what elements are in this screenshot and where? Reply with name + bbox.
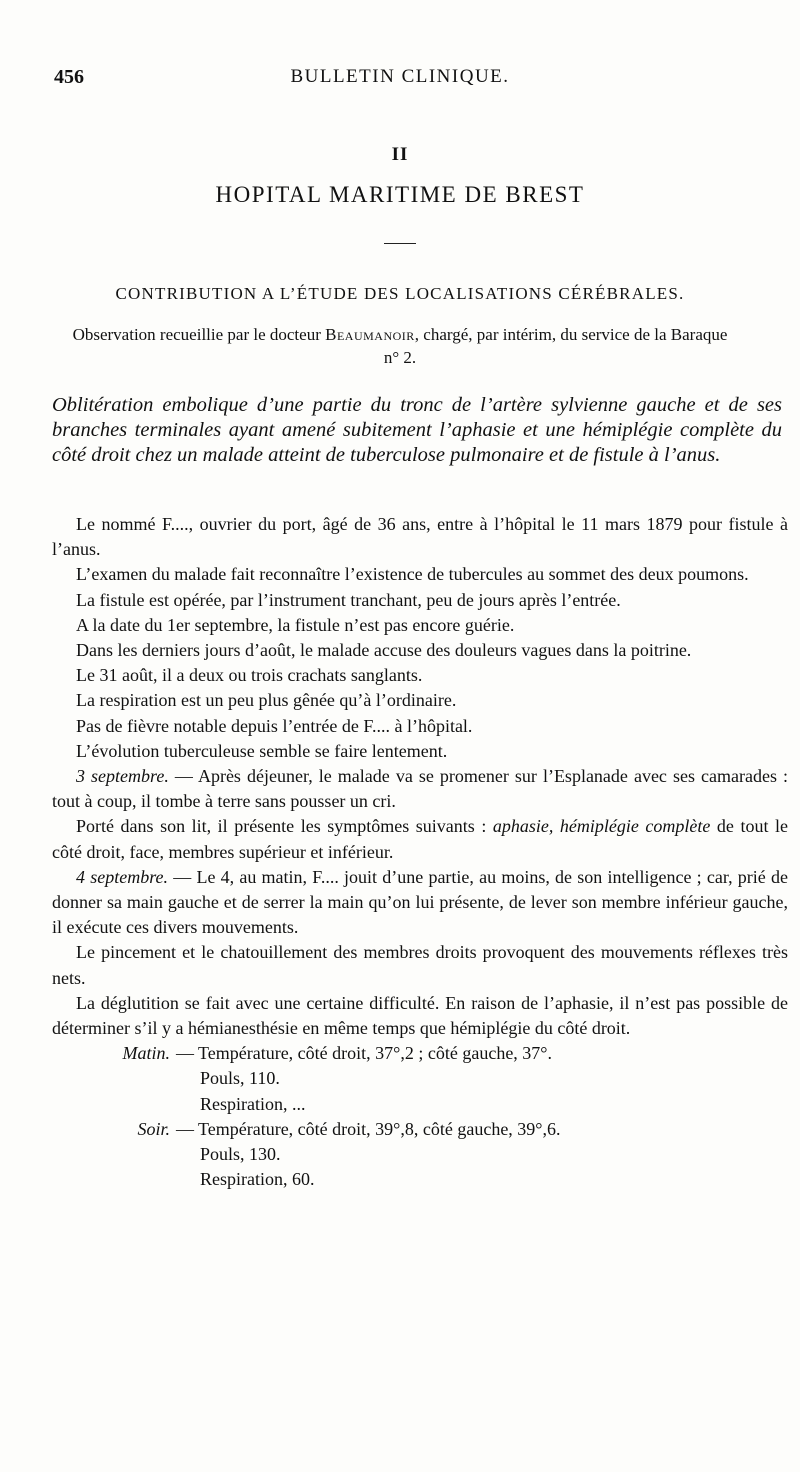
paragraph: Le nommé F...., ouvrier du port, âgé de 36 ans, entre à l’hôpital le 11 mars 1879 pour fistule à l’anus. — [52, 514, 788, 560]
paragraph: La respiration est un peu plus gênée qu’à l’ordinaire. — [76, 690, 457, 711]
vitals-soir-temperature: Soir. — Température, côté droit, 39°,8, côté gauche, 39°,6. — [52, 1117, 788, 1142]
paragraph: L’évolution tuberculeuse semble se faire lentement. — [76, 740, 448, 761]
vitals-value: Température, côté droit, 37°,2 ; côté gauche, 37°. — [198, 1043, 553, 1064]
title-rule — [384, 243, 416, 244]
vitals-matin-temperature: Matin. — Température, côté droit, 37°,2 ; côté gauche, 37°. — [52, 1041, 788, 1066]
vitals-label: Soir. — [137, 1118, 170, 1139]
running-title: BULLETIN CLINIQUE. — [290, 66, 510, 87]
vitals-table — [52, 1041, 788, 1192]
paragraph: Dans les derniers jours d’août, le malade accuse des douleurs vagues dans la poitrine. — [76, 640, 692, 661]
observation-prefix: Observation recueillie par le docteur — [72, 325, 321, 344]
paragraph: Le pincement et le chatouillement des membres droits provoquent des mouvements réflexes très nets. — [52, 942, 788, 988]
paragraph: A la date du 1er septembre, la fistule n’est pas encore guérie. — [76, 614, 515, 635]
doctor-name: Beaumanoir — [325, 325, 415, 344]
running-header — [52, 66, 748, 96]
paragraph-text: — Le 4, au matin, F.... jouit d’une partie, au moins, de son intelligence ; car, prié de donner sa main gauche et de serrer la main qu’on lui présente, de lever son membre inférieur gauche, il exécute ces divers mouvements. — [52, 866, 788, 938]
body-text — [52, 512, 788, 1192]
vitals-soir-pouls: Pouls, 130. — [200, 1144, 281, 1165]
paragraph: L’examen du malade fait reconnaître l’existence de tubercules au sommet des deux poumons. — [76, 564, 749, 585]
paragraph-sept-4 — [52, 865, 788, 941]
date-label: 4 septembre. — [76, 866, 169, 887]
date-label: 3 septembre. — [76, 766, 169, 787]
vitals-soir-respiration: Respiration, 60. — [200, 1169, 315, 1190]
paragraph: Pas de fièvre notable depuis l’entrée de F.... à l’hôpital. — [76, 715, 473, 736]
paragraph-text: — Après déjeuner, le malade va se promener sur l’Esplanade avec ses camarades : tout à coup, il tombe à terre sans pousser un cri. — [52, 766, 788, 812]
case-title: Oblitération embolique d’une partie du tronc de l’artère sylvienne gauche et de ses branches terminales ayant amené subitement l’aphasie et une hémiplégie complète du côté droit chez un malade atteint de tuberculose pulmonaire et de fistule à l’anus. — [52, 394, 782, 466]
paragraph-porte — [52, 814, 788, 864]
paragraph: La déglutition se fait avec une certaine difficulté. En raison de l’aphasie, il n’est pas possible de déterminer s’il y a hémianesthésie en même temps que hémiplégie du côté droit. — [52, 992, 788, 1039]
page-number: 456 — [54, 66, 84, 88]
subject-title: CONTRIBUTION A L’ÉTUDE DES LOCALISATIONS CÉRÉBRALES. — [115, 284, 685, 303]
vitals-matin-respiration: Respiration, ... — [200, 1093, 306, 1114]
section-numeral: II — [391, 144, 409, 165]
vitals-matin-pouls: Pouls, 110. — [200, 1068, 280, 1089]
paragraph: La fistule est opérée, par l’instrument tranchant, peu de jours après l’entrée. — [76, 589, 621, 610]
hospital-title: HOPITAL MARITIME DE BREST — [215, 182, 585, 207]
vitals-label: Matin. — [122, 1043, 170, 1064]
paragraph-sept-3 — [52, 764, 788, 814]
observation-suffix: , chargé, par intérim, du service de la Baraque n° 2. — [383, 325, 728, 367]
paragraph-text: Porté dans son lit, il présente les symptômes suivants : — [76, 816, 493, 837]
paragraph-text: de tout le côté droit, face, membres supérieur et inférieur. — [52, 816, 788, 862]
symptoms-italic: aphasie, hémiplégie complète — [492, 816, 711, 837]
paragraph: Le 31 août, il a deux ou trois crachats sanglants. — [76, 665, 423, 686]
vitals-value: Température, côté droit, 39°,8, côté gauche, 39°,6. — [198, 1118, 561, 1139]
observation-note — [70, 323, 730, 369]
